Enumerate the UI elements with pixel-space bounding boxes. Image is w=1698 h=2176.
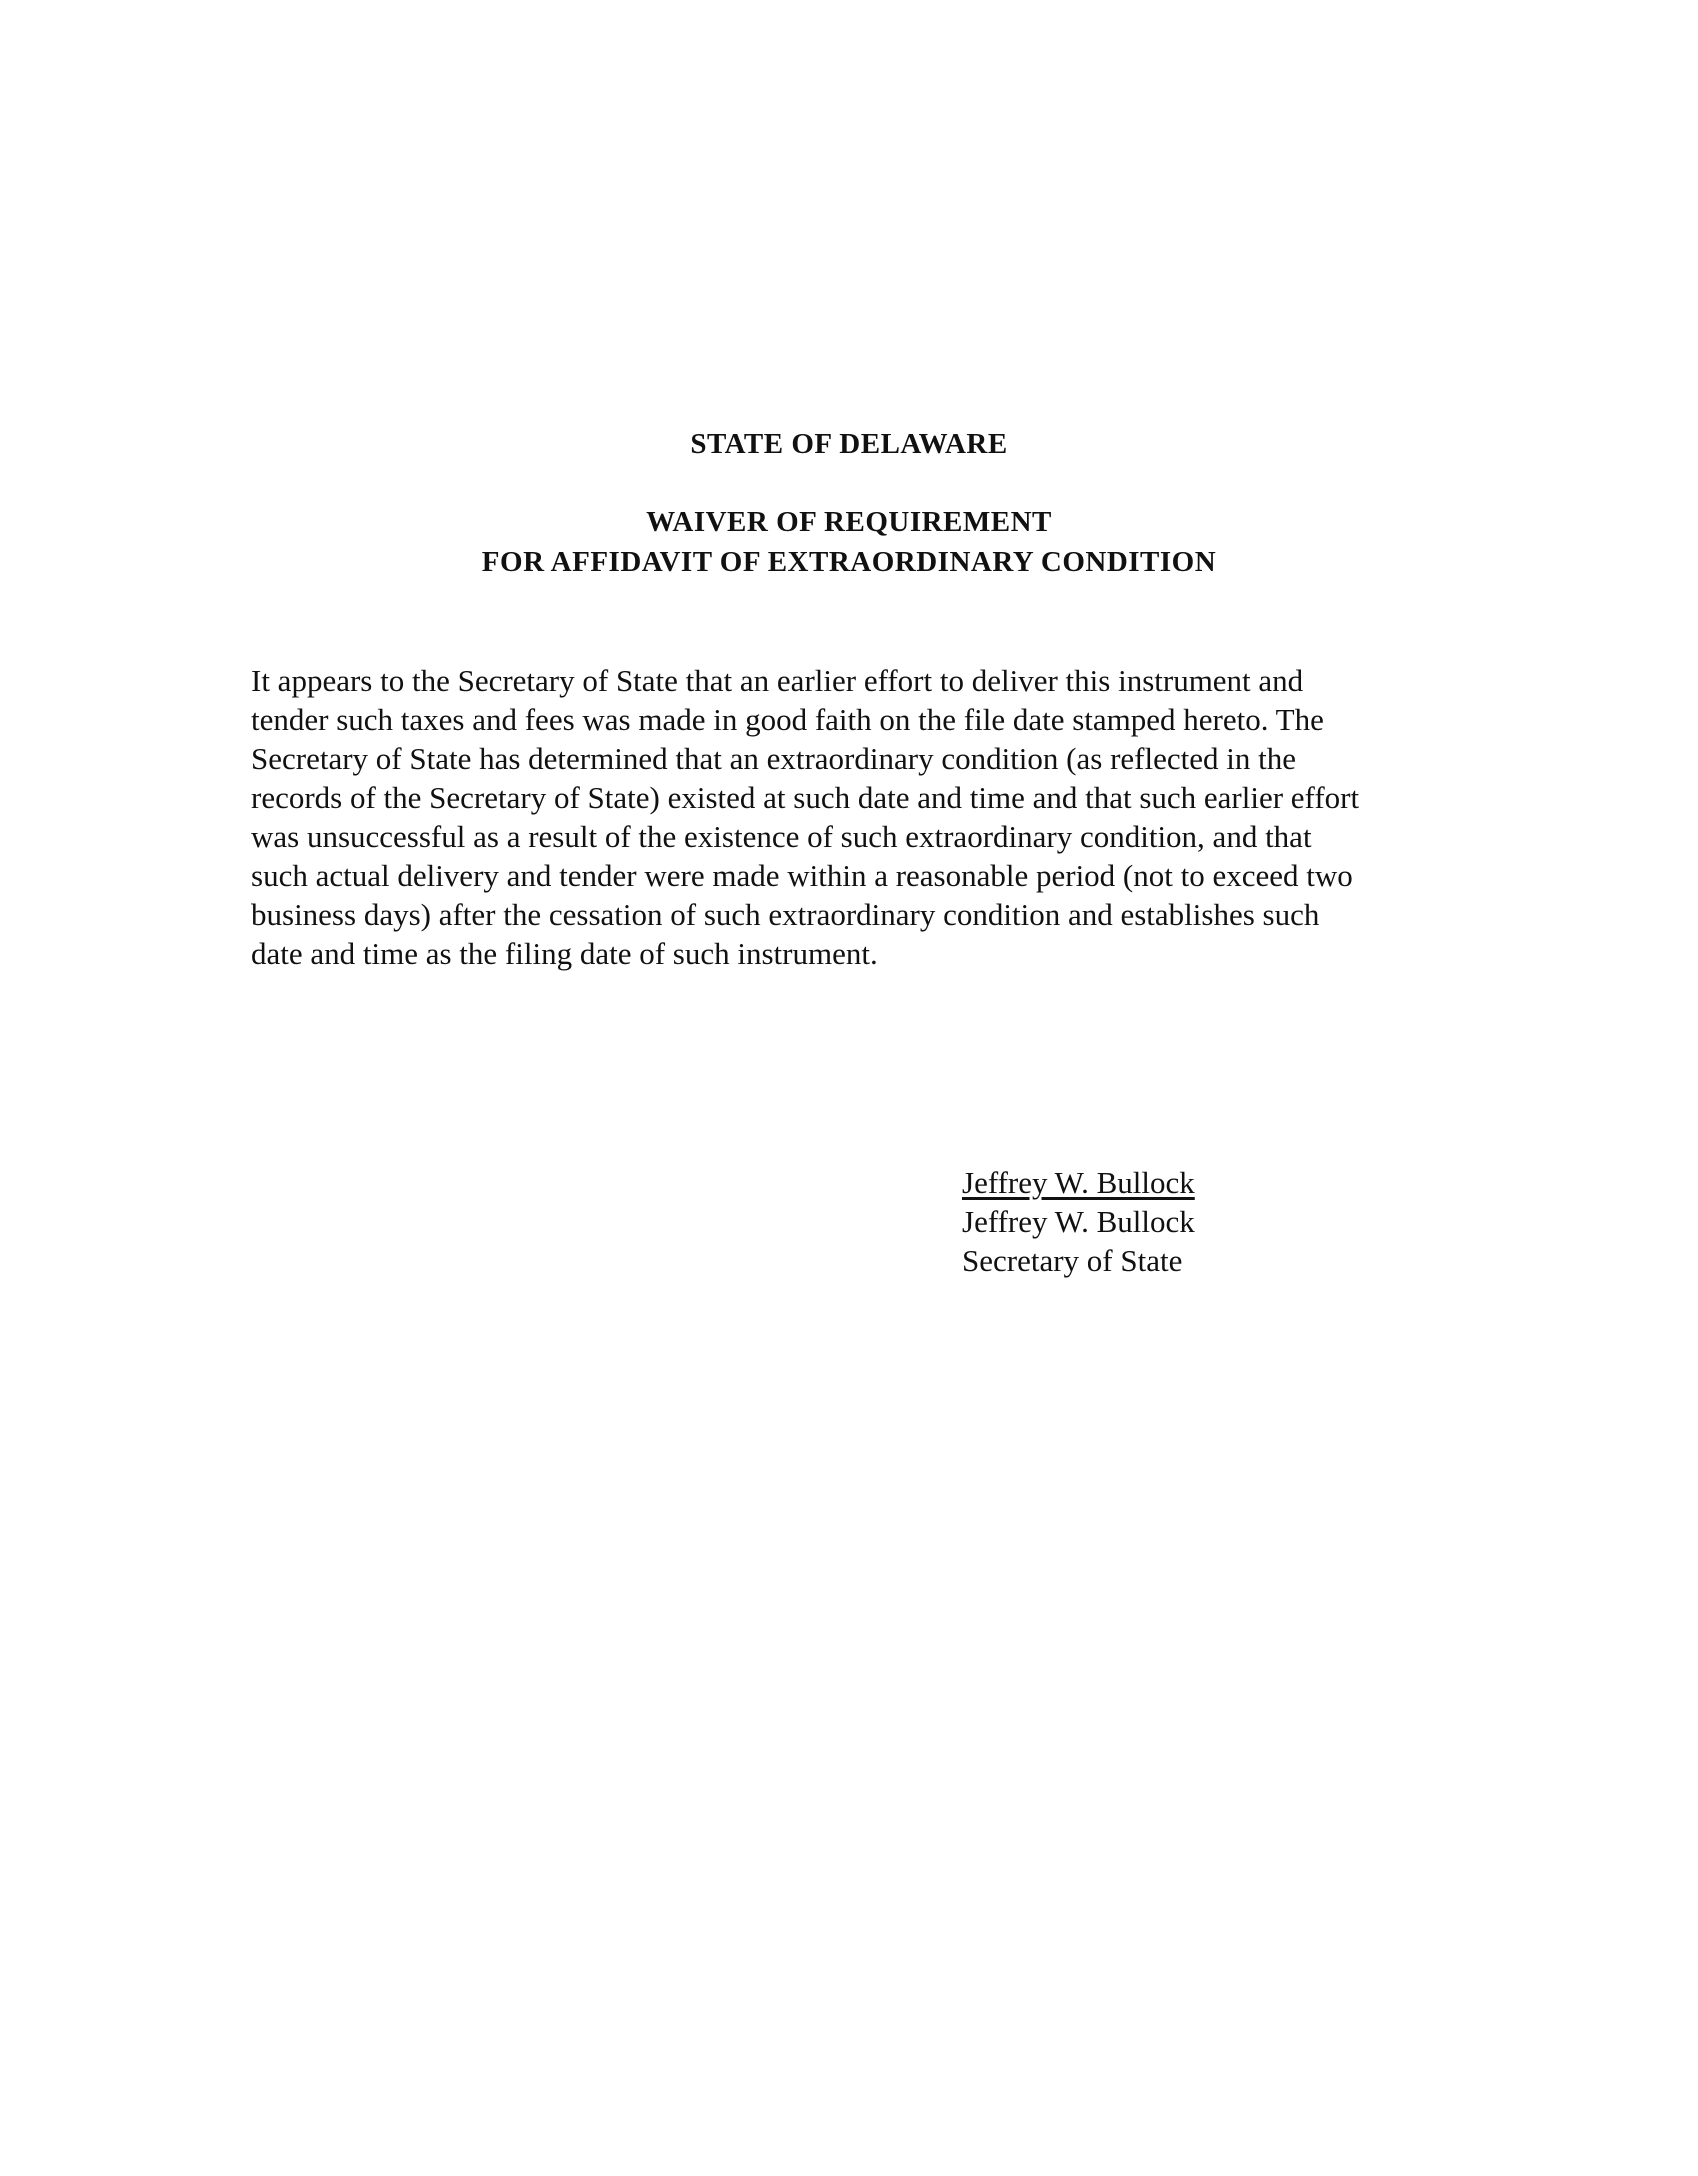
signature: Jeffrey W. Bullock bbox=[962, 1165, 1195, 1200]
body-line: date and time as the filing date of such instrument. bbox=[251, 936, 878, 971]
document-title-line-1: WAIVER OF REQUIREMENT bbox=[646, 506, 1052, 538]
signer-name: Jeffrey W. Bullock bbox=[962, 1204, 1195, 1239]
document-title-line-2: FOR AFFIDAVIT OF EXTRAORDINARY CONDITION bbox=[481, 546, 1217, 578]
body-line: business days) after the cessation of such extraordinary condition and establishes such bbox=[251, 897, 1320, 932]
body-line: was unsuccessful as a result of the existence of such extraordinary condition, and that bbox=[251, 819, 1312, 854]
body-line: tender such taxes and fees was made in good faith on the file date stamped hereto. The bbox=[251, 702, 1324, 737]
body-line: such actual delivery and tender were made within a reasonable period (not to exceed two bbox=[251, 858, 1353, 893]
signer-title: Secretary of State bbox=[962, 1243, 1183, 1278]
body-line: Secretary of State has determined that an extraordinary condition (as reflected in the bbox=[251, 741, 1296, 776]
body-line: It appears to the Secretary of State that an earlier effort to deliver this instrument and bbox=[251, 663, 1304, 698]
state-heading: STATE OF DELAWARE bbox=[690, 428, 1008, 460]
body-line: records of the Secretary of State) existed at such date and time and that such earlier effort bbox=[251, 780, 1360, 815]
